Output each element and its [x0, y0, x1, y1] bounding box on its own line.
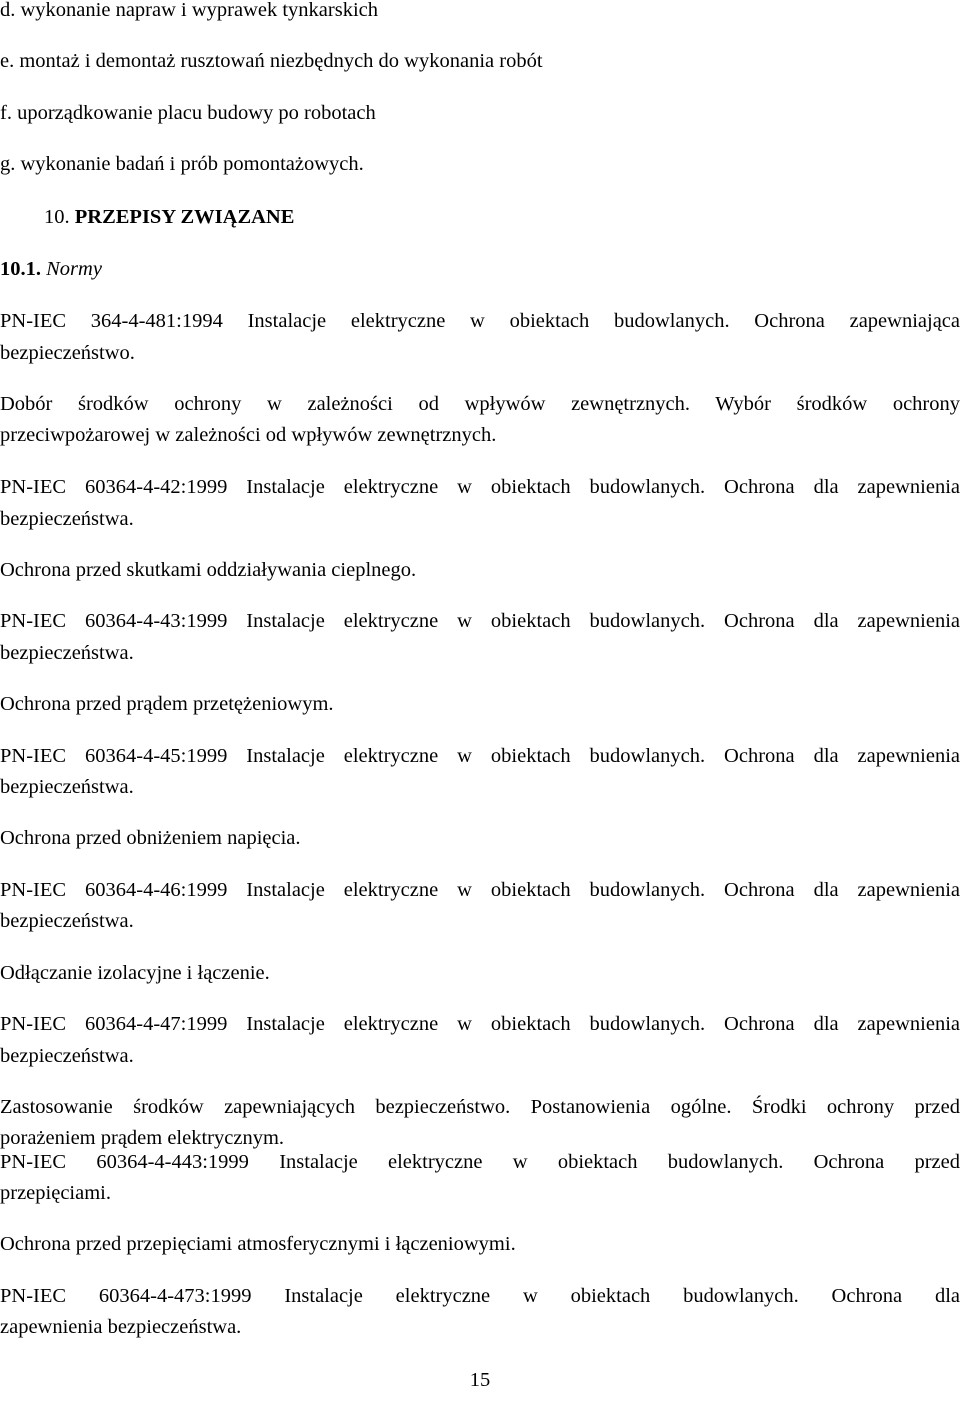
norm-1-line-4: przeciwpożarowej w zależności od wpływów zewnętrznych. [0, 424, 497, 446]
norm-1-line-3: Dobór środków ochrony w zależności od wpływów zewnętrznych. Wybór środków ochrony [0, 393, 960, 415]
list-item-d: d. wykonanie napraw i wyprawek tynkarskich [0, 0, 378, 21]
norm-8-line-2: zapewnienia bezpieczeństwa. [0, 1316, 242, 1338]
norm-1-line-2: bezpieczeństwo. [0, 342, 135, 364]
norm-3-line-3: Ochrona przed prądem przetężeniowym. [0, 693, 334, 715]
norm-6-line-3: Zastosowanie środków zapewniających bezpieczeństwo. Postanowienia ogólne. Środki ochrony przed [0, 1096, 960, 1118]
list-item-f: f. uporządkowanie placu budowy po robotach [0, 102, 376, 124]
norm-3-line-1: PN-IEC 60364-4-43:1999 Instalacje elektryczne w obiektach budowlanych. Ochrona dla zapewnienia [0, 610, 960, 632]
norm-8-line-1: PN-IEC 60364-4-473:1999 Instalacje elektryczne w obiektach budowlanych. Ochrona dla [0, 1285, 960, 1307]
norm-4-line-2: bezpieczeństwa. [0, 776, 134, 798]
subsection-number: 10.1. [0, 258, 41, 280]
section-title: PRZEPISY ZWIĄZANE [74, 206, 295, 228]
norm-2-line-1: PN-IEC 60364-4-42:1999 Instalacje elektryczne w obiektach budowlanych. Ochrona dla zapewnienia [0, 476, 960, 498]
norm-1-line-1: PN-IEC 364-4-481:1994 Instalacje elektryczne w obiektach budowlanych. Ochrona zapewniająca [0, 310, 960, 332]
subsection-heading [0, 257, 102, 281]
list-item-e: e. montaż i demontaż rusztowań niezbędnych do wykonania robót [0, 50, 543, 72]
norm-6-line-4: porażeniem prądem elektrycznym. [0, 1127, 285, 1149]
section-heading [44, 205, 294, 229]
norm-7-line-3: Ochrona przed przepięciami atmosferycznymi i łączeniowymi. [0, 1233, 516, 1255]
norm-4-line-1: PN-IEC 60364-4-45:1999 Instalacje elektryczne w obiektach budowlanych. Ochrona dla zapewnienia [0, 745, 960, 767]
norm-5-line-2: bezpieczeństwa. [0, 910, 134, 932]
norm-6-line-1: PN-IEC 60364-4-47:1999 Instalacje elektryczne w obiektach budowlanych. Ochrona dla zapewnienia [0, 1013, 960, 1035]
norm-7-line-1: PN-IEC 60364-4-443:1999 Instalacje elektryczne w obiektach budowlanych. Ochrona przed [0, 1151, 960, 1173]
norm-4-line-3: Ochrona przed obniżeniem napięcia. [0, 827, 301, 849]
norm-3-line-2: bezpieczeństwa. [0, 642, 134, 664]
section-number: 10. [44, 206, 70, 228]
norm-5-line-1: PN-IEC 60364-4-46:1999 Instalacje elektryczne w obiektach budowlanych. Ochrona dla zapewnienia [0, 879, 960, 901]
page-number: 15 [469, 1369, 491, 1391]
list-item-g: g. wykonanie badań i prób pomontażowych. [0, 153, 364, 175]
norm-2-line-2: bezpieczeństwa. [0, 508, 134, 530]
norm-6-line-2: bezpieczeństwa. [0, 1045, 134, 1067]
norm-5-line-3: Odłączanie izolacyjne i łączenie. [0, 962, 270, 984]
norm-7-line-2: przepięciami. [0, 1182, 111, 1204]
norm-2-line-3: Ochrona przed skutkami oddziaływania cieplnego. [0, 559, 417, 581]
subsection-title: Normy [46, 258, 102, 280]
